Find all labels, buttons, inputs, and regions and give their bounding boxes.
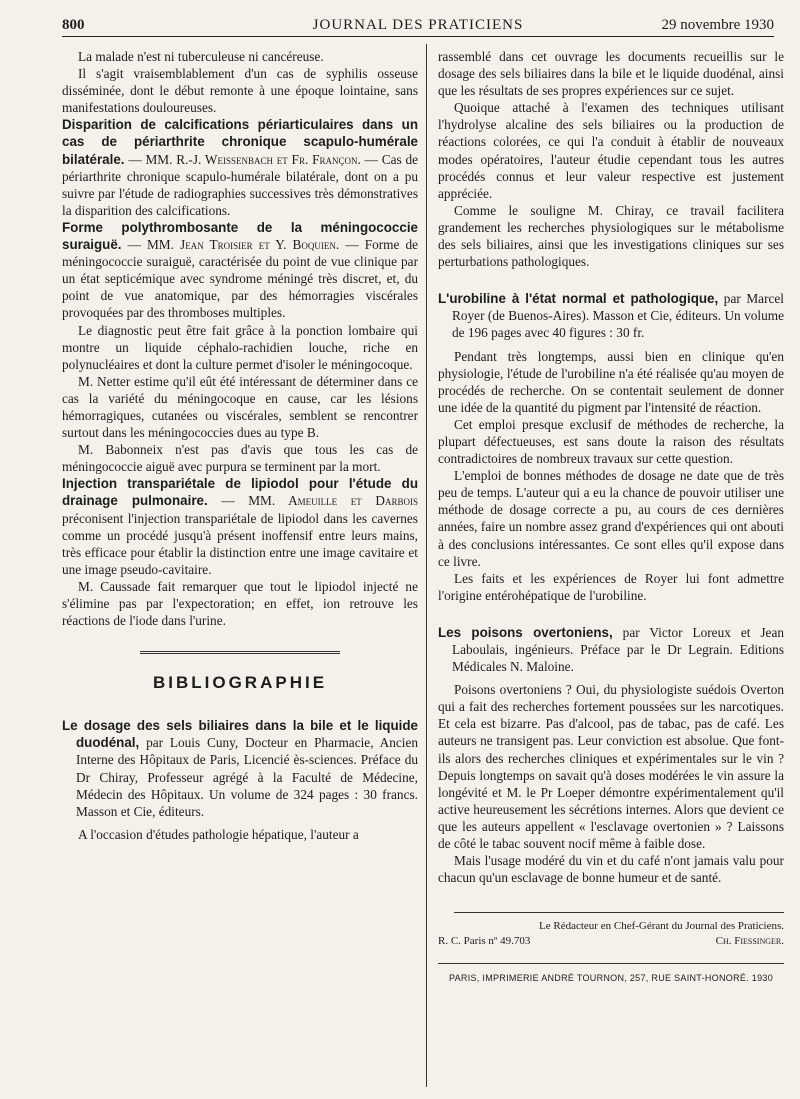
page-header bbox=[62, 14, 774, 36]
printer-line: PARIS, IMPRIMERIE ANDRÉ TOURNON, 257, RUE SAINT-HONORÉ. 1930 bbox=[438, 963, 784, 987]
book-reference: par Louis Cuny, Docteur en Pharmacie, Ancien Interne des Hôpitaux de Paris, Licencié ès-sciences. Préface du Dr Chiray, Professeur agrégé à la Faculté de Médecine, Médecin des Hôpitaux. Un volume de 324 pages : 30 francs. Masson et Cie, éditeurs. bbox=[76, 735, 419, 819]
column-divider bbox=[426, 44, 427, 1087]
paragraph: Le diagnostic peut être fait grâce à la ponction lombaire qui montre un liquide céphalo-rachidien louche, riche en polynucléaires et dont la culture permet d'isoler le méningocoque. bbox=[62, 322, 418, 372]
book-title: L'urobiline à l'état normal et pathologique, bbox=[438, 291, 719, 307]
article-authors: — MM. Jean Troisier et Y. Boquien. bbox=[127, 237, 340, 253]
paragraph: Il s'agit vraisemblablement d'un cas de syphilis osseuse disséminée, dont le début remonte à une époque lointaine, sans manifestations douloureuses. bbox=[62, 66, 418, 116]
journal-title: JOURNAL DES PRATICIENS bbox=[312, 17, 524, 33]
paragraph: rassemblé dans cet ouvrage les documents recueillis sur le dosage des sels biliaires dans la bile et le liquide duodénal, ainsi que les résultats de ses propres expériences sur ce sujet. bbox=[438, 49, 784, 99]
footer-row bbox=[438, 934, 784, 949]
footer-editor: Le Rédacteur en Chef-Gérant du Journal des Praticiens. bbox=[539, 920, 784, 933]
article-title: Disparition de calcifications périarticulaires dans un cas de périarthrite chronique scapulo-humérale bilatérale. bbox=[62, 117, 418, 167]
article-calcifications bbox=[62, 116, 418, 219]
paragraph: Mais l'usage modéré du vin et du café n'ont jamais valu pour chacun qu'un esclavage de bonne humeur et de santé. bbox=[438, 853, 784, 886]
paragraph: Pendant très longtemps, aussi bien en clinique qu'en physiologie, l'étude de l'urobiline n'a été réalisée qu'au moyen de procédés de recherche. On se contentait seulement de donner une idée de la quantité du pigment par l'intensité de réaction. bbox=[438, 348, 784, 415]
section-divider bbox=[140, 651, 340, 656]
footer-rc: R. C. Paris nº 49.703 bbox=[438, 935, 531, 948]
article-text: — Cas de périarthrite chronique scapulo-humérale bilatérale, dont on a pu suivre par l'étude de radiographies successives très démonstratives la disparition des calcifications. bbox=[62, 151, 419, 218]
book-title: Les poisons overtoniens, bbox=[438, 624, 613, 640]
bibliography-entry bbox=[438, 624, 784, 675]
header-rule bbox=[62, 36, 774, 37]
paragraph: L'emploi de bonnes méthodes de dosage ne date que de très peu de temps. L'auteur qui a eu la chance de pouvoir utiliser une méthode de dosage correcte a pu, au cours de ces dernières années, faire un nombre assez grand d'expériences qui ont abouti à des conclusions intéressantes. Ce sont elles qu'il expose dans ce livre. bbox=[438, 468, 784, 569]
article-meningococcie bbox=[62, 219, 418, 322]
paragraph: M. Caussade fait remarquer que tout le lipiodol injecté ne s'élimine pas par l'expectoration; en effet, ion retrouve les réactions de l'iode dans l'urine. bbox=[62, 578, 418, 629]
footer-name: Ch. Fiessinger. bbox=[715, 935, 784, 948]
page-number: 800 bbox=[62, 17, 85, 33]
right-column bbox=[438, 48, 784, 987]
issue-date: 29 novembre 1930 bbox=[661, 17, 774, 33]
book-reference: par Marcel Royer (de Buenos-Aires). Masson et Cie, éditeurs. Un volume de 196 pages avec 40 figures : 30 fr. bbox=[452, 291, 784, 341]
article-title: Injection transpariétale de lipiodol pour l'étude du drainage pulmonaire. bbox=[62, 476, 418, 509]
article-lipiodol bbox=[62, 475, 418, 578]
left-column bbox=[62, 48, 418, 843]
book-reference: par Victor Loreux et Jean Laboulais, ingénieurs. Préface par le Dr Legrain. Editions Médicales N. Maloine. bbox=[452, 624, 784, 675]
article-text: préconisent l'injection transpariétale de lipiodol dans les cavernes comme un procédé jusqu'à présent inoffensif entre leurs mains, très efficace pour établir la distinction entre une image cavitaire et une image pseudo-cavitaire. bbox=[62, 510, 418, 577]
paragraph: La malade n'est ni tuberculeuse ni cancéreuse. bbox=[78, 49, 324, 64]
paragraph: Quoique attaché à l'examen des techniques utilisant l'hydrolyse alcaline des sels biliaires ou la production de réactions colorées, ce qui l'a conduit à établir de nouveaux modes opératoires, l'auteur étudie cependant tous les autres procédés connus et leur valeur respective est justement appréciée. bbox=[438, 100, 784, 201]
paragraph: Cet emploi presque exclusif de méthodes de recherche, la plupart défectueuses, est sans doute la raison des résultats contradictoires de nombreux travaux sur cette question. bbox=[438, 416, 784, 467]
footer-rule bbox=[454, 912, 784, 913]
paragraph: A l'occasion d'études pathologie hépatique, l'auteur a bbox=[78, 826, 359, 842]
article-authors: — MM. Ameuille et Darbois bbox=[221, 493, 418, 509]
book-title: Le dosage des sels biliaires dans la bile et le liquide duodénal, bbox=[62, 718, 418, 751]
article-title: Forme polythrombosante de la méningococcie suraiguë. bbox=[62, 219, 418, 253]
paragraph: Les faits et les expériences de Royer lui font admettre l'origine entérohépatique de l'urobiline. bbox=[438, 570, 784, 603]
paragraph: M. Netter estime qu'il eût été intéressant de déterminer dans ce cas la variété du méningocoque en cause, car les lésions hémorragiques, cutanées ou viscérales, semblent se rencontrer surtout dans les méningococcies dues au type B. bbox=[62, 373, 418, 441]
article-text: — Forme de méningococcie suraiguë, caractérisée du point de vue clinique par un état septicémique avec syndrome méningé très discret, et, du point de vue anatomique, par des hémorragies viscérales provoquées par des thromboses multiples. bbox=[62, 237, 419, 321]
bibliography-heading: BIBLIOGRAPHIE bbox=[152, 673, 328, 693]
paragraph: Poisons overtoniens ? Oui, du physiologiste suédois Overton qui a fait des recherches fortement poussées sur les narcotiques. Et cela est bizarre. Pas d'alcool, pas de tabac, pas de café. Les auteurs ne transigent pas. Leur conviction est absolue. Que font-ils alors des recherches cliniques et expérimentales sur le vin ? Depuis longtemps on savait qu'à doses modérées le vin assure la longévité et M. le Pr Loeper démontre expérimentalement qu'il active heureusement les sécrétions internes. Alors que devient ce que les auteurs appellent « l'esclavage overtonien » ? Laissons de côté le tabac souvent nocif même à faible dose. bbox=[438, 682, 784, 852]
bibliography-entry bbox=[62, 717, 418, 820]
article-authors: — MM. R.-J. Weissenbach et Fr. Françon. bbox=[128, 151, 361, 167]
paragraph: M. Babonneix n'est pas d'avis que tous les cas de méningococcie aiguë avec purpura se terminent par la mort. bbox=[62, 442, 418, 475]
paragraph: Comme le souligne M. Chiray, ce travail facilitera grandement les recherches physiologiques sur le métabolisme des sels biliaires, ainsi que les investigations cliniques sur ses perturbations pathologiques. bbox=[438, 202, 784, 270]
bibliography-entry bbox=[438, 290, 784, 341]
